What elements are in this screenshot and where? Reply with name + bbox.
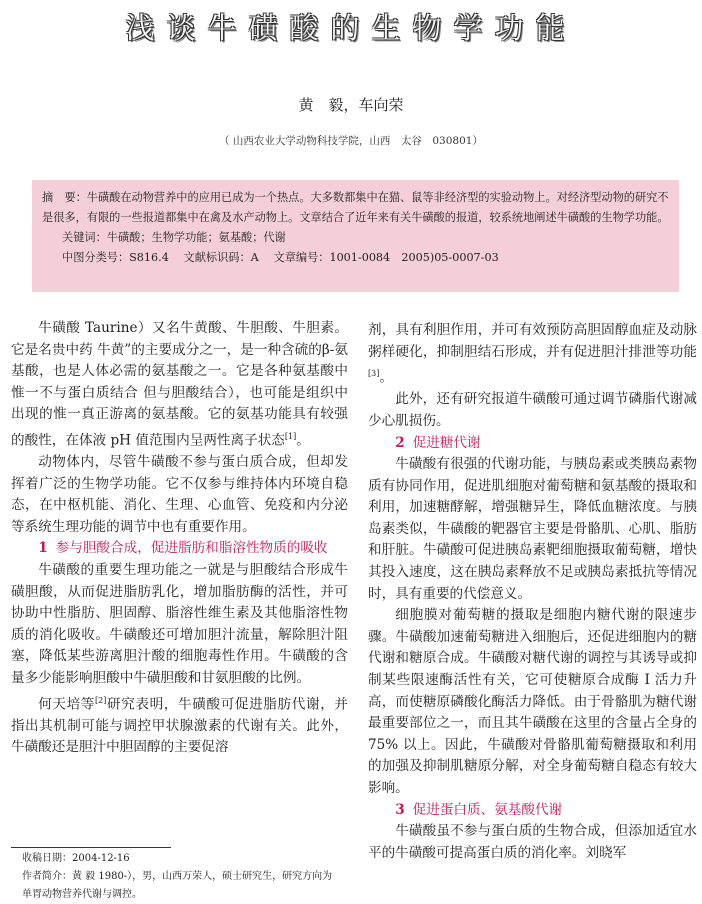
citation: [2] <box>95 695 107 705</box>
classification: 中图分类号：S816.4 文献标识码：A 文章编号：1001-0084 2005)05-0007-03 <box>62 251 499 264</box>
text: 。 <box>296 432 310 449</box>
citation: [1] <box>284 431 297 441</box>
keywords: 关键词：牛磺酸；生物学功能；氨基酸；代谢 <box>62 231 286 244</box>
section-number: 2 <box>395 434 405 451</box>
paragraph <box>11 690 348 759</box>
paragraph: 牛磺酸有很强的代谢功能，与胰岛素或类胰岛素物质有协同作用，促进肌细胞对葡萄糖和氨基酸的摄取和利用，加速糖酵解，增强糖异生，降低血糖浓度。与胰岛素类似，牛磺酸的靶器官主要是骨骼肌、心肌、脂肪和肝脏。牛磺酸可促进胰岛素靶细胞摄取葡萄糖，增快其投入速度，这在胰岛素释放不足或胰岛素抵抗等情况时，具有重要的代偿意义。 <box>368 456 697 602</box>
section-number: 3 <box>395 801 405 818</box>
paragraph <box>368 320 697 389</box>
authors: 黄 毅，车向荣 <box>298 96 404 114</box>
paragraph: 细胞膜对葡萄糖的摄取是细胞内糖代谢的限速步骤。牛磺酸加速葡萄糖进入细胞后，还促进细胞内的糖代谢和糖原合成。牛磺酸对糖代谢的调控与其诱导或抑制某些限速酶活性有关，它可使糖原合成酶 I 活力升高，而使糖原磷酸化酶活力降低。由于骨骼肌为糖代谢最重要部位之一，而且其牛磺酸在这里的含量占全身的 75% 以上。因此，牛磺酸对骨骼肌葡萄糖摄取和利用的加强及抑制肌糖原分解，对全身葡萄糖自稳态有较大影响。 <box>368 607 697 796</box>
section-heading-2 <box>368 433 697 455</box>
footnotes <box>22 850 342 904</box>
left-column <box>11 318 348 759</box>
author-intro: 作者简介：黄 毅 1980-），男，山西万荣人，硕士研究生，研究方向为单胃动物营养代谢与调控。 <box>22 871 333 900</box>
affiliation: （ 山西农业大学动物科技学院，山西 太谷 030801） <box>219 135 483 147</box>
section-heading-1 <box>11 538 348 560</box>
paragraph: 牛磺酸的重要生理功能之一就是与胆酸结合形成牛磺胆酸，从而促进脂肪乳化，增加脂肪酶的活性，并可协助中性脂肪、胆固醇、脂溶性维生素及其他脂溶性物质的消化吸收。牛磺酸还可增加胆汁流量，解除胆汁阻塞，降低某些游离胆汁酸的细胞毒性作用。牛磺酸的含量多少能影响胆酸中牛磺胆酸和甘氨胆酸的比例。 <box>11 562 348 687</box>
text: 何天培等 <box>38 696 96 713</box>
abstract-text: 摘 要：牛磺酸在动物营养中的应用已成为一个热点。大多数都集中在猫、鼠等非经济型的实验动物上。对经济型动物的研究不是很多，有限的一些报道都集中在禽及水产动物上。文章结合了近年来有关牛磺酸的报道，较系统地阐述牛磺酸的生物学功能。 <box>42 191 669 224</box>
section-title: 促进蛋白质、氨基酸代谢 <box>412 801 563 818</box>
citation: [3] <box>368 369 380 379</box>
received-date: 收稿日期：2004-12-16 <box>22 853 130 864</box>
paragraph: 牛磺酸虽不参与蛋白质的生物合成，但添加适宜水平的牛磺酸可提高蛋白质的消化率。刘晓军 <box>368 823 697 861</box>
right-column <box>368 320 697 864</box>
section-title: 促进糖代谢 <box>412 434 481 451</box>
text: 。 <box>379 369 393 386</box>
footnote-rule <box>11 847 171 848</box>
section-number: 1 <box>38 540 48 557</box>
text: 牛磺酸 Taurine）又名牛黄酸、牛胆酸、牛胆素。它是名贵中药 牛黄”的主要成分之一，是一种含硫的β-氨基酸，也是人体必需的氨基酸之一。它是各种氨基酸中惟一不与蛋白质结合 但与胆酸结合），也可能是组织中出现的惟一真正游离的氨基酸。它的氨基功能具有较强的酸性，在体液 pH 值范围内呈两性离子状态 <box>11 320 348 449</box>
section-title: 参与胆酸合成，促进脂肪和脂溶性物质的吸收 <box>55 540 328 557</box>
text: 研究表明，牛磺酸可促进脂肪代谢，并指出其机制可能与调控甲状腺激素的代谢有关。此外，牛磺酸还是胆汁中胆固醇的主要促溶 <box>11 696 349 756</box>
text: 剂，具有利胆作用，并可有效预防高胆固醇血症及动脉粥样硬化，抑制胆结石形成，并有促进胆汁排泄等功能 <box>368 322 697 360</box>
abstract-box <box>32 180 679 292</box>
paragraph: 动物体内，尽管牛磺酸不参与蛋白质合成，但却发挥着广泛的生物学功能。它不仅参与维持体内环境自稳态，在中枢机能、消化、生理、心血管、免疫和内分泌等系统生理功能的调节中也有重要作用。 <box>11 454 348 535</box>
paragraph: 此外，还有研究报道牛磺酸可通过调节磷脂代谢减少心肌损伤。 <box>368 391 697 429</box>
paragraph <box>11 318 348 452</box>
section-heading-3 <box>368 800 697 822</box>
article-title: 浅谈牛磺酸的生物学功能 <box>125 11 577 45</box>
